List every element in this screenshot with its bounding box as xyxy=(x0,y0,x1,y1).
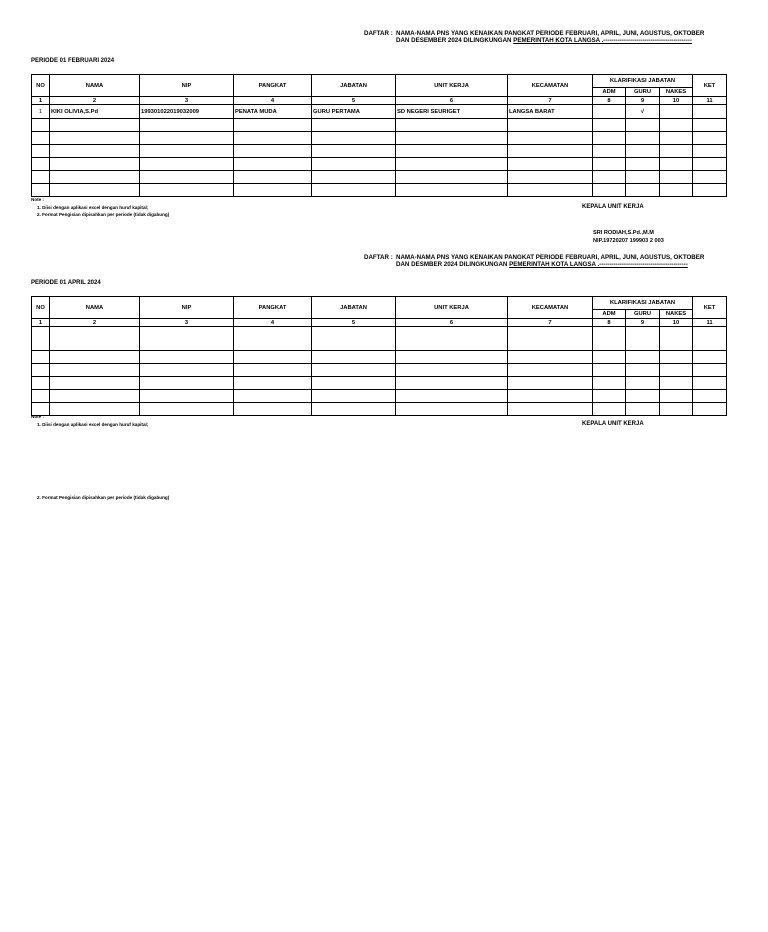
cell-pangkat xyxy=(234,377,312,390)
cell-guru xyxy=(626,390,660,403)
header-row xyxy=(32,297,727,310)
column-number: 1 xyxy=(32,319,50,327)
kepala-unit-kerja: KEPALA UNIT KERJA xyxy=(582,421,644,427)
column-number: 2 xyxy=(50,97,140,105)
periode-label: PERIODE 01 APRIL 2024 xyxy=(31,280,101,286)
cell-unit xyxy=(396,145,508,158)
cell-ket xyxy=(693,158,727,171)
note-item-2: 2. Format Pengisian dipisahkan per periode (tidak digabung) xyxy=(37,212,170,217)
cell-kecamatan xyxy=(508,327,593,351)
cell-nip xyxy=(140,390,234,403)
cell-adm xyxy=(593,145,626,158)
cell-pangkat xyxy=(234,119,312,132)
column-number: 9 xyxy=(626,319,660,327)
daftar-line2-underlined: PEMERINTAH KOTA LANGSA .------------------------------------------- xyxy=(509,261,688,268)
cell-unit xyxy=(396,403,508,416)
cell-nama xyxy=(50,377,140,390)
table-body xyxy=(32,297,727,416)
cell-pangkat xyxy=(234,171,312,184)
cell-no xyxy=(32,132,50,145)
header-row xyxy=(32,75,727,88)
header-nakes: NAKES xyxy=(660,88,693,97)
cell-guru xyxy=(626,351,660,364)
cell-jabatan xyxy=(312,351,396,364)
cell-nakes xyxy=(660,105,693,119)
cell-no xyxy=(32,158,50,171)
column-number: 9 xyxy=(626,97,660,105)
cell-unit xyxy=(396,158,508,171)
column-number: 7 xyxy=(508,97,593,105)
cell-unit xyxy=(396,184,508,197)
cell-unit xyxy=(396,351,508,364)
cell-adm xyxy=(593,184,626,197)
cell-jabatan xyxy=(312,327,396,351)
cell-ket xyxy=(693,403,727,416)
cell-ket xyxy=(693,390,727,403)
cell-nama: KIKI OLIVIA,S.Pd xyxy=(50,105,140,119)
column-number: 11 xyxy=(693,97,727,105)
column-number: 5 xyxy=(312,97,396,105)
cell-guru xyxy=(626,119,660,132)
cell-guru xyxy=(626,171,660,184)
cell-jabatan xyxy=(312,145,396,158)
cell-adm xyxy=(593,171,626,184)
column-number-row xyxy=(32,319,727,327)
column-number: 3 xyxy=(140,319,234,327)
cell-unit xyxy=(396,171,508,184)
cell-nama xyxy=(50,327,140,351)
cell-guru xyxy=(626,184,660,197)
column-number: 3 xyxy=(140,97,234,105)
cell-ket xyxy=(693,327,727,351)
cell-nama xyxy=(50,184,140,197)
cell-jabatan xyxy=(312,377,396,390)
cell-nip xyxy=(140,158,234,171)
cell-kecamatan: LANGSA BARAT xyxy=(508,105,593,119)
cell-nip: 199301022019032009 xyxy=(140,105,234,119)
column-number: 1 xyxy=(32,97,50,105)
header-jabatan: JABATAN xyxy=(312,75,396,97)
column-number: 2 xyxy=(50,319,140,327)
daftar-line2 xyxy=(396,261,688,268)
cell-ket xyxy=(693,364,727,377)
cell-jabatan: GURU PERTAMA xyxy=(312,105,396,119)
table-body xyxy=(32,75,727,197)
cell-kecamatan xyxy=(508,351,593,364)
cell-nakes xyxy=(660,119,693,132)
cell-nakes xyxy=(660,403,693,416)
cell-no xyxy=(32,377,50,390)
cell-ket xyxy=(693,145,727,158)
column-number: 8 xyxy=(593,319,626,327)
cell-nakes xyxy=(660,327,693,351)
section1-title xyxy=(364,30,724,46)
table-row xyxy=(32,171,727,184)
column-number: 6 xyxy=(396,97,508,105)
daftar-label: DAFTAR : xyxy=(364,30,393,37)
column-number: 4 xyxy=(234,319,312,327)
cell-jabatan xyxy=(312,364,396,377)
column-number: 6 xyxy=(396,319,508,327)
cell-unit xyxy=(396,119,508,132)
cell-nakes xyxy=(660,145,693,158)
cell-nakes xyxy=(660,184,693,197)
cell-nama xyxy=(50,145,140,158)
cell-pangkat xyxy=(234,158,312,171)
note-item-1: 1. Diisi dengan aplikasi excel dengan huruf kapital; xyxy=(37,422,149,427)
cell-pangkat xyxy=(234,145,312,158)
data-table xyxy=(31,296,727,416)
header-klarifikasi: KLARIFIKASI JABATAN xyxy=(593,297,693,310)
cell-nip xyxy=(140,364,234,377)
daftar-line2-underlined: PEMERINTAH KOTA LANGSA .------------------------------------------- xyxy=(513,37,692,44)
cell-jabatan xyxy=(312,132,396,145)
header-no: NO xyxy=(32,75,50,97)
note-title: Note : xyxy=(31,197,45,202)
header-nama: NAMA xyxy=(50,297,140,319)
cell-no: 1 xyxy=(32,105,50,119)
cell-nama xyxy=(50,171,140,184)
cell-kecamatan xyxy=(508,364,593,377)
cell-no xyxy=(32,171,50,184)
header-unit: UNIT KERJA xyxy=(396,75,508,97)
note-item-2: 2. Format Pengisian dipisahkan per periode (tidak digabung) xyxy=(37,495,170,500)
cell-jabatan xyxy=(312,390,396,403)
header-adm: ADM xyxy=(593,310,626,319)
cell-nama xyxy=(50,119,140,132)
cell-nip xyxy=(140,132,234,145)
daftar-line2 xyxy=(396,37,692,44)
header-ket: KET xyxy=(693,75,727,97)
column-number: 7 xyxy=(508,319,593,327)
cell-unit xyxy=(396,390,508,403)
cell-ket xyxy=(693,132,727,145)
header-nip: NIP xyxy=(140,75,234,97)
cell-pangkat xyxy=(234,184,312,197)
table-row xyxy=(32,119,727,132)
cell-nakes xyxy=(660,158,693,171)
note-block xyxy=(31,197,331,223)
cell-kecamatan xyxy=(508,171,593,184)
column-number: 4 xyxy=(234,97,312,105)
daftar-line2-text: DAN DESEMBER 2024 DILINGKUNGAN xyxy=(396,37,514,44)
cell-ket xyxy=(693,351,727,364)
cell-guru xyxy=(626,158,660,171)
daftar-line1: NAMA-NAMA PNS YANG KENAIKAN PANGKAT PERIODE FEBRUARI, APRIL, JUNI, AGUSTUS, OKTOBER xyxy=(396,30,705,37)
cell-adm xyxy=(593,403,626,416)
cell-no xyxy=(32,145,50,158)
cell-no xyxy=(32,119,50,132)
cell-kecamatan xyxy=(508,158,593,171)
cell-guru xyxy=(626,132,660,145)
cell-kecamatan xyxy=(508,132,593,145)
cell-guru xyxy=(626,403,660,416)
cell-ket xyxy=(693,119,727,132)
column-number: 10 xyxy=(660,319,693,327)
cell-nama xyxy=(50,364,140,377)
header-no: NO xyxy=(32,297,50,319)
cell-no xyxy=(32,390,50,403)
cell-pangkat xyxy=(234,327,312,351)
signer-nip: NIP.19720207 199903 2 003 xyxy=(593,238,664,244)
table-row xyxy=(32,184,727,197)
cell-kecamatan xyxy=(508,119,593,132)
cell-adm xyxy=(593,132,626,145)
cell-pangkat xyxy=(234,364,312,377)
cell-unit xyxy=(396,132,508,145)
column-number: 5 xyxy=(312,319,396,327)
cell-no xyxy=(32,184,50,197)
cell-ket xyxy=(693,184,727,197)
note-item-1: 1. Diisi dengan aplikasi excel dengan huruf kapital; xyxy=(37,205,149,210)
table-row xyxy=(32,327,727,351)
cell-unit: SD NEGERI SEURIGET xyxy=(396,105,508,119)
cell-ket xyxy=(693,377,727,390)
cell-nakes xyxy=(660,390,693,403)
header-pangkat: PANGKAT xyxy=(234,297,312,319)
cell-nip xyxy=(140,184,234,197)
table-row xyxy=(32,364,727,377)
cell-nama xyxy=(50,158,140,171)
header-kecamatan: KECAMATAN xyxy=(508,75,593,97)
cell-ket xyxy=(693,105,727,119)
cell-adm xyxy=(593,390,626,403)
cell-nip xyxy=(140,119,234,132)
cell-jabatan xyxy=(312,184,396,197)
cell-adm xyxy=(593,351,626,364)
cell-unit xyxy=(396,327,508,351)
cell-jabatan xyxy=(312,171,396,184)
column-number: 10 xyxy=(660,97,693,105)
cell-unit xyxy=(396,377,508,390)
cell-nakes xyxy=(660,377,693,390)
cell-nip xyxy=(140,327,234,351)
signer-name: SRI RODIAH,S.Pd.,M.M xyxy=(593,230,654,236)
header-jabatan: JABATAN xyxy=(312,297,396,319)
table-row xyxy=(32,377,727,390)
cell-nakes xyxy=(660,364,693,377)
cell-nama xyxy=(50,390,140,403)
header-klarifikasi: KLARIFIKASI JABATAN xyxy=(593,75,693,88)
periode-label: PERIODE 01 FEBRUARI 2024 xyxy=(31,58,115,64)
cell-pangkat xyxy=(234,132,312,145)
cell-no xyxy=(32,327,50,351)
header-pangkat: PANGKAT xyxy=(234,75,312,97)
kepala-unit-kerja: KEPALA UNIT KERJA xyxy=(582,204,644,210)
cell-nakes xyxy=(660,132,693,145)
daftar-line1: NAMA-NAMA PNS YANG KENAIKAN PANGKAT PERIODE FEBRUARI, APRIL, JUNI, AGUSTUS, OKTOBER xyxy=(396,254,705,261)
cell-nip xyxy=(140,351,234,364)
header-kecamatan: KECAMATAN xyxy=(508,297,593,319)
table-row xyxy=(32,132,727,145)
cell-guru: √ xyxy=(626,105,660,119)
note-title: Note : xyxy=(31,414,45,419)
column-number: 8 xyxy=(593,97,626,105)
cell-adm xyxy=(593,364,626,377)
cell-kecamatan xyxy=(508,184,593,197)
cell-guru xyxy=(626,145,660,158)
cell-guru xyxy=(626,327,660,351)
cell-nip xyxy=(140,377,234,390)
table-row xyxy=(32,105,727,119)
header-guru: GURU xyxy=(626,310,660,319)
cell-kecamatan xyxy=(508,377,593,390)
cell-nip xyxy=(140,171,234,184)
cell-adm xyxy=(593,105,626,119)
cell-nakes xyxy=(660,351,693,364)
cell-jabatan xyxy=(312,119,396,132)
column-number-row xyxy=(32,97,727,105)
table-row xyxy=(32,390,727,403)
cell-guru xyxy=(626,377,660,390)
cell-unit xyxy=(396,364,508,377)
cell-pangkat xyxy=(234,390,312,403)
header-adm: ADM xyxy=(593,88,626,97)
cell-kecamatan xyxy=(508,145,593,158)
note-block xyxy=(31,414,331,430)
cell-no xyxy=(32,364,50,377)
cell-adm xyxy=(593,119,626,132)
daftar-line2-text: DAN DESMBER 2024 DILINGKUNGAN xyxy=(396,261,510,268)
header-ket: KET xyxy=(693,297,727,319)
cell-nakes xyxy=(660,171,693,184)
cell-pangkat xyxy=(234,351,312,364)
cell-ket xyxy=(693,171,727,184)
table-row xyxy=(32,351,727,364)
cell-pangkat: PENATA MUDA xyxy=(234,105,312,119)
section2-title xyxy=(364,254,724,270)
header-nakes: NAKES xyxy=(660,310,693,319)
cell-jabatan xyxy=(312,158,396,171)
header-guru: GURU xyxy=(626,88,660,97)
header-unit: UNIT KERJA xyxy=(396,297,508,319)
table-row xyxy=(32,145,727,158)
cell-kecamatan xyxy=(508,390,593,403)
data-table xyxy=(31,74,727,197)
cell-adm xyxy=(593,158,626,171)
table-row xyxy=(32,158,727,171)
cell-adm xyxy=(593,377,626,390)
column-number: 11 xyxy=(693,319,727,327)
cell-nip xyxy=(140,145,234,158)
cell-guru xyxy=(626,364,660,377)
header-nip: NIP xyxy=(140,297,234,319)
daftar-label: DAFTAR : xyxy=(364,254,393,261)
cell-no xyxy=(32,351,50,364)
cell-nama xyxy=(50,351,140,364)
cell-adm xyxy=(593,327,626,351)
cell-nama xyxy=(50,132,140,145)
header-nama: NAMA xyxy=(50,75,140,97)
cell-kecamatan xyxy=(508,403,593,416)
